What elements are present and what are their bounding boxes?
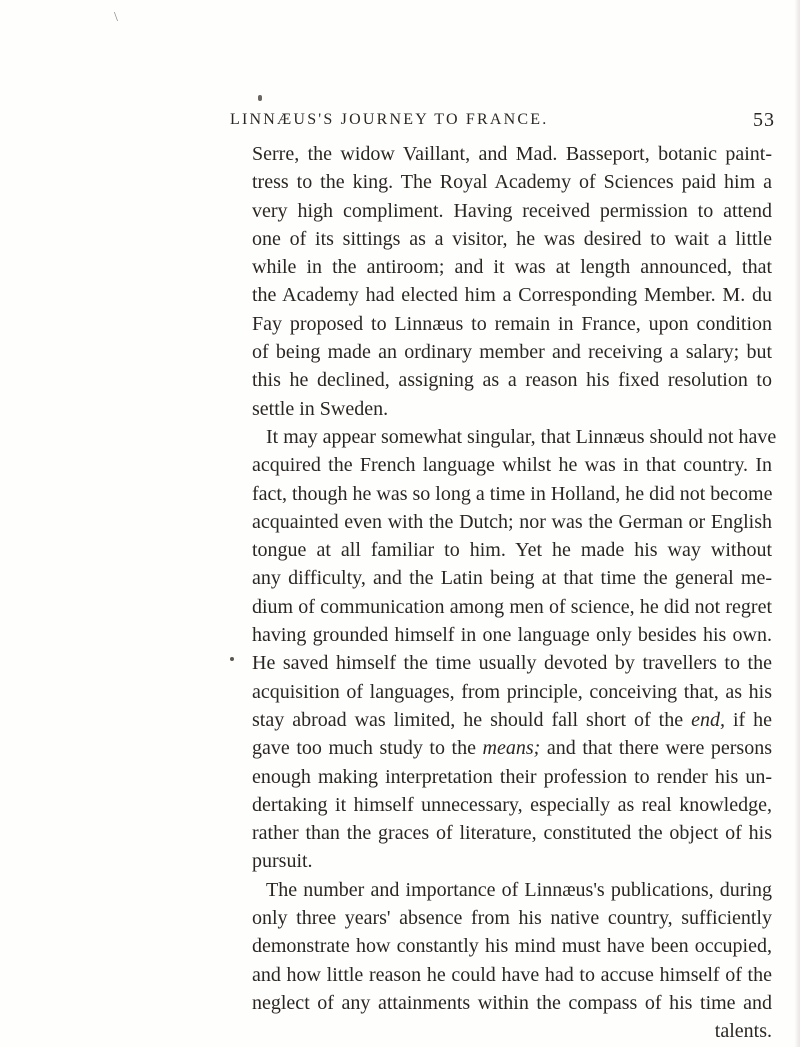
text-line: demonstrate how constantly his mind must have been occupied, [252,935,772,958]
catchword: talents. [714,1020,772,1043]
text-line: having grounded himself in one language only besides his own. [252,624,772,647]
text-line: enough making interpretation their profession to render his un- [252,765,772,788]
text-line-mixed [252,706,772,734]
scan-edge-shadow [794,0,800,1047]
text-line: any difficulty, and the Latin being at that time the general me- [252,567,772,590]
text-segment: gave too much study to the [252,737,476,760]
text-line: acquainted even with the Dutch; nor was the German or English [252,510,772,533]
text-line: and how little reason he could have had to accuse himself of the [252,963,772,986]
text-line: Serre, the widow Vaillant, and Mad. Basseport, botanic paint- [252,143,772,165]
text-line: of being made an ordinary member and receiving a salary; but [252,341,772,364]
text-line: The number and importance of Linnæus's publications, during [266,878,772,901]
text-line: rather than the graces of literature, constituted the object of his [252,822,772,845]
text-line: the Academy had elected him a Corresponding Member. M. du [252,284,772,307]
text-line: pursuit. [252,850,313,873]
text-line: neglect of any attainments within the compass of his time and [252,991,772,1014]
text-line: He saved himself the time usually devoted by travellers to the [252,652,772,675]
margin-speck [230,657,234,661]
running-head [230,105,775,135]
text-line: dertaking it himself unnecessary, especially as real knowledge, [252,793,772,816]
body-text [252,140,777,1046]
text-line: acquired the French language whilst he was in that country. In [252,454,772,477]
text-line: fact, though he was so long a time in Holland, he did not become [252,482,773,505]
stray-scan-mark: \ [114,10,118,25]
text-line: tongue at all familiar to him. Yet he made his way without [252,539,772,562]
text-line: dium of communication among men of science, he did not regret [252,595,772,618]
text-line: tress to the king. The Royal Academy of Sciences paid him a [252,171,772,194]
text-line: Fay proposed to Linnæus to remain in France, upon condition [252,312,772,335]
text-line: while in the antiroom; and it was at length announced, that [252,256,772,279]
text-line: only three years' absence from his native country, sufficiently [252,907,772,930]
ink-speck [258,95,262,101]
text-segment: if he [732,708,773,731]
italic-word: end, [691,708,725,731]
text-segment: stay abroad was limited, he should fall short of the [252,708,684,731]
text-line: this he declined, assigning as a reason his fixed resolution to [252,369,772,392]
text-line: It may appear somewhat singular, that Linnæus should not have [266,425,777,448]
text-line: very high compliment. Having received permission to attend [252,199,772,222]
running-title: LINNÆUS'S JOURNEY TO FRANCE. [230,111,549,128]
text-line: settle in Sweden. [252,397,389,420]
italic-word: means; [482,737,541,760]
text-line: one of its sittings as a visitor, he was desired to wait a little [252,227,772,250]
text-line: acquisition of languages, from principle, conceiving that, as his [252,680,772,703]
text-segment: and that there were persons [546,737,772,760]
text-line-mixed [252,734,772,762]
page-number: 53 [753,109,775,131]
